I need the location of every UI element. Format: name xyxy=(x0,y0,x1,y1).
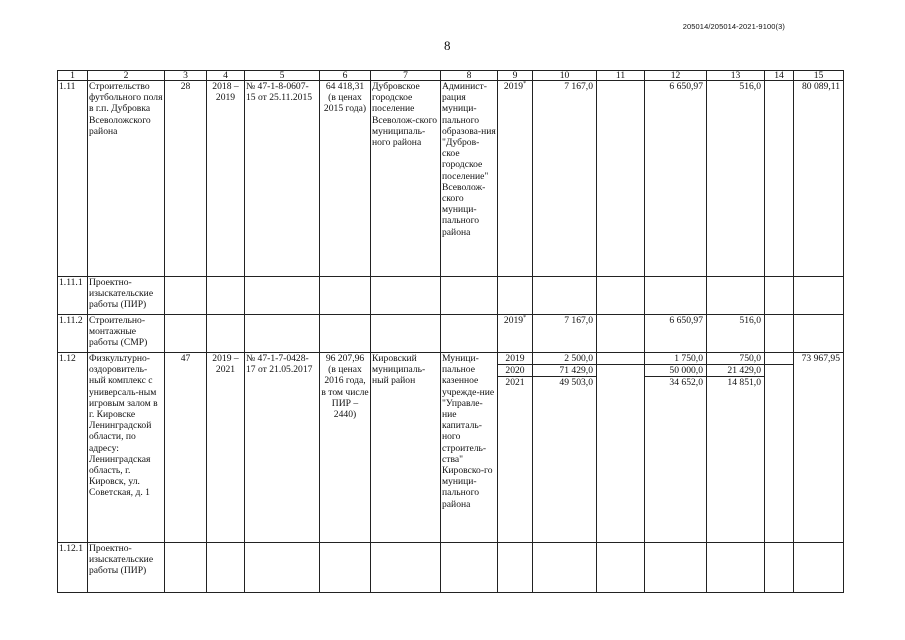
col-num-10: 10 xyxy=(533,71,597,81)
empty-cell xyxy=(597,543,645,593)
row-number: 1.11.2 xyxy=(58,315,88,353)
regional-amount: 1 750,0 xyxy=(645,353,706,365)
municipality: Кировский муниципаль-ный район xyxy=(371,353,441,543)
table-row xyxy=(58,353,844,543)
col-num-8: 8 xyxy=(441,71,498,81)
empty-cell xyxy=(645,543,707,593)
empty-cell xyxy=(441,277,498,315)
empty-cell xyxy=(707,543,765,593)
empty-value xyxy=(597,365,644,376)
cell-col11 xyxy=(597,353,645,543)
empty-cell xyxy=(794,543,844,593)
empty-cell xyxy=(597,277,645,315)
col-num-4: 4 xyxy=(207,71,245,81)
local-amount-list xyxy=(707,353,765,543)
empty-cell xyxy=(794,315,844,353)
year-value: 2019 xyxy=(498,353,532,365)
regional-amount: 34 652,0 xyxy=(669,377,703,388)
empty-cell xyxy=(765,315,794,353)
expertise-number: № 47-1-7-0428-17 от 21.05.2017 xyxy=(245,353,320,543)
row-number: 1.11 xyxy=(58,81,88,277)
empty-cell xyxy=(207,277,245,315)
total-amount: 7 167,0 xyxy=(533,81,597,277)
empty-cell xyxy=(207,543,245,593)
object-name: Проектно-изыскательские работы (ПИР) xyxy=(88,543,165,593)
regional-amount: 50 000,0 xyxy=(645,365,706,377)
table-row xyxy=(58,277,844,315)
local-amount: 516,0 xyxy=(707,81,765,277)
empty-cell xyxy=(245,277,320,315)
empty-cell xyxy=(165,315,207,353)
empty-cell xyxy=(371,277,441,315)
footnote-mark: * xyxy=(523,314,527,321)
remaining-cost: 80 089,11 xyxy=(794,81,844,277)
year-value: 2019 xyxy=(503,315,524,326)
expertise-number: № 47-1-8-0607-15 от 25.11.2015 xyxy=(245,81,320,277)
local-amount: 14 851,0 xyxy=(727,377,761,388)
estimated-cost: 96 207,96 (в ценах 2016 года, в том числе ПИР – 2440) xyxy=(320,353,371,543)
cell-col14 xyxy=(765,353,794,543)
empty-value xyxy=(765,353,793,365)
empty-cell xyxy=(645,277,707,315)
empty-cell xyxy=(533,543,597,593)
regional-amount-list xyxy=(645,353,707,543)
period: 2019 – 2021 xyxy=(207,353,245,543)
customer: Муници-пальное казенное учрежде-ние "Управле-ние капиталь-ного строитель-ства" Кировско-го муници-пального района xyxy=(441,353,498,543)
local-amount: 21 429,0 xyxy=(707,365,764,377)
col-num-9: 9 xyxy=(498,71,533,81)
col-num-2: 2 xyxy=(88,71,165,81)
customer: Админист-рация муници-пального образова-ния "Дубров-ское городское поселение" Всеволож-ского муници-пального района xyxy=(441,81,498,277)
empty-cell xyxy=(245,543,320,593)
row-number: 1.12.1 xyxy=(58,543,88,593)
col-num-6: 6 xyxy=(320,71,371,81)
empty-cell xyxy=(498,277,533,315)
table-row xyxy=(58,315,844,353)
municipality: Дубровское городское поселение Всеволож-ского муниципаль-ного района xyxy=(371,81,441,277)
empty-cell xyxy=(794,277,844,315)
empty-cell xyxy=(498,543,533,593)
local-amount: 750,0 xyxy=(707,353,764,365)
year-value: 2019 xyxy=(503,81,524,92)
table-row xyxy=(58,81,844,277)
row-number: 1.12 xyxy=(58,353,88,543)
year-list xyxy=(498,353,533,543)
empty-cell xyxy=(320,315,371,353)
total-amount: 71 429,0 xyxy=(533,365,596,377)
col-num-1: 1 xyxy=(58,71,88,81)
remaining-cost: 73 967,95 xyxy=(794,353,844,543)
object-name: Строительство футбольного поля в г.п. Дубровка Всеволожского района xyxy=(88,81,165,277)
object-name: Физкультурно-оздоровитель-ный комплекс с универсаль-ным игровым залом в г. Кировске Ленинградской области, по адресу: Ленинградская область, г. Кировск, ул. Советская, д. 1 xyxy=(88,353,165,543)
empty-cell xyxy=(441,543,498,593)
object-name: Проектно-изыскательские работы (ПИР) xyxy=(88,277,165,315)
empty-cell xyxy=(371,543,441,593)
empty-cell xyxy=(371,315,441,353)
col-num-13: 13 xyxy=(707,71,765,81)
empty-cell xyxy=(765,277,794,315)
total-amount: 2 500,0 xyxy=(533,353,596,365)
local-amount: 516,0 xyxy=(707,315,765,353)
col-num-3: 3 xyxy=(165,71,207,81)
year-value: 2021 xyxy=(505,377,525,388)
empty-cell xyxy=(533,277,597,315)
empty-cell xyxy=(320,277,371,315)
year-value: 2020 xyxy=(498,365,532,377)
empty-value xyxy=(765,365,793,376)
column-number-row xyxy=(58,71,844,81)
period: 2018 – 2019 xyxy=(207,81,245,277)
empty-cell xyxy=(165,277,207,315)
empty-cell xyxy=(765,543,794,593)
estimated-cost: 64 418,31 (в ценах 2015 года) xyxy=(320,81,371,277)
col-num-5: 5 xyxy=(245,71,320,81)
year xyxy=(498,81,533,277)
col-num-15: 15 xyxy=(794,71,844,81)
regional-amount: 6 650,97 xyxy=(645,315,707,353)
empty-cell xyxy=(441,315,498,353)
empty-cell xyxy=(207,315,245,353)
empty-cell xyxy=(707,277,765,315)
total-amount-list xyxy=(533,353,597,543)
total-amount: 7 167,0 xyxy=(533,315,597,353)
col-num-12: 12 xyxy=(645,71,707,81)
object-name: Строительно-монтажные работы (СМР) xyxy=(88,315,165,353)
empty-value xyxy=(597,353,644,365)
page-number: 8 xyxy=(444,38,451,53)
cell-col11 xyxy=(597,81,645,277)
empty-cell xyxy=(320,543,371,593)
regional-amount: 6 650,97 xyxy=(645,81,707,277)
footnote-mark: * xyxy=(523,80,527,87)
empty-cell xyxy=(245,315,320,353)
cell-col14 xyxy=(765,81,794,277)
col-num-11: 11 xyxy=(597,71,645,81)
cell-col3: 28 xyxy=(165,81,207,277)
col-num-14: 14 xyxy=(765,71,794,81)
program-table xyxy=(57,70,844,593)
total-amount: 49 503,0 xyxy=(559,377,593,388)
empty-cell xyxy=(165,543,207,593)
col-num-7: 7 xyxy=(371,71,441,81)
cell-col3: 47 xyxy=(165,353,207,543)
row-number: 1.11.1 xyxy=(58,277,88,315)
document-id: 205014/205014-2021-9100(3) xyxy=(682,22,785,31)
empty-cell xyxy=(597,315,645,353)
year xyxy=(498,315,533,353)
table-row xyxy=(58,543,844,593)
